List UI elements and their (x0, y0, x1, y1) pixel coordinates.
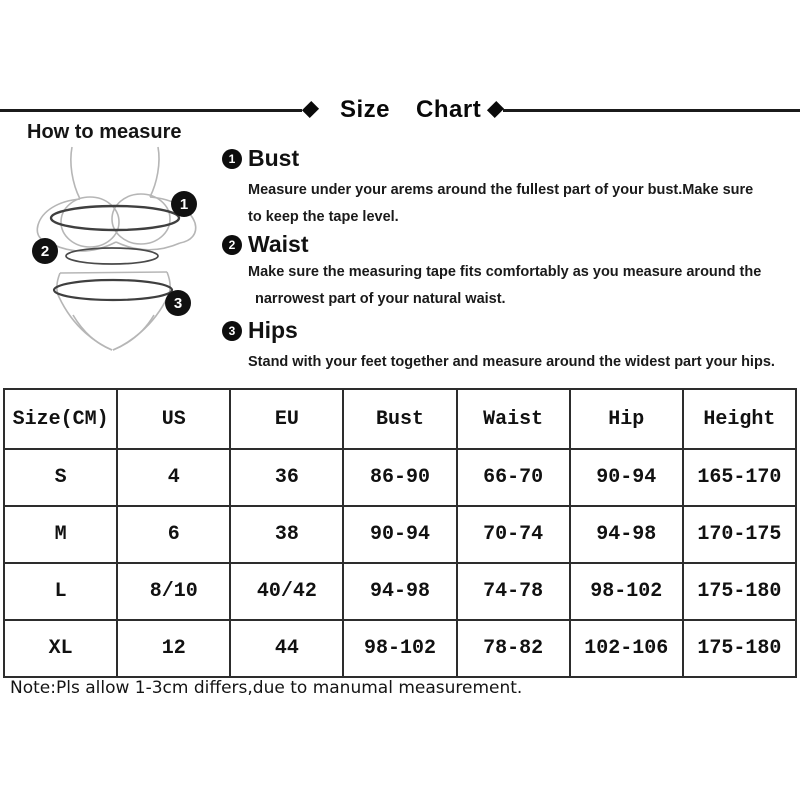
section-waist (222, 231, 787, 313)
section-bust-text (222, 177, 787, 231)
table-row (4, 506, 796, 563)
table-cell: 175-180 (683, 620, 796, 677)
table-cell: XL (4, 620, 117, 677)
page-title (340, 96, 481, 124)
illustration-badge-1: 1 (179, 196, 189, 213)
table-header-cell: Waist (457, 389, 570, 449)
table-cell: 12 (117, 620, 230, 677)
page-title-word2: Chart (416, 96, 482, 123)
section-bust-header (222, 145, 787, 172)
hip-tape-line (54, 280, 172, 300)
table-cell: 170-175 (683, 506, 796, 563)
diamond-icon (302, 101, 319, 118)
title-rule-right (503, 109, 800, 112)
table-cell: 102-106 (570, 620, 683, 677)
table-cell: 74-78 (457, 563, 570, 620)
table-header-cell: Height (683, 389, 796, 449)
table-row (4, 563, 796, 620)
section-waist-title: Waist (248, 231, 309, 257)
number-badge-icon: 2 (222, 235, 242, 255)
section-waist-line1: Make sure the measuring tape fits comfortably as you measure around the (248, 264, 762, 280)
table-header-cell: Hip (570, 389, 683, 449)
section-hips-line1: Stand with your feet together and measure around the widest part your hips. (248, 354, 775, 370)
table-cell: 90-94 (343, 506, 456, 563)
bikini-top-outline (37, 147, 195, 251)
table-cell: 175-180 (683, 563, 796, 620)
section-waist-text (222, 259, 787, 313)
table-header-cell: US (117, 389, 230, 449)
table-cell: M (4, 506, 117, 563)
table-cell: 66-70 (457, 449, 570, 506)
table-cell: 70-74 (457, 506, 570, 563)
table-header-cell: Size(CM) (4, 389, 117, 449)
table-cell: 44 (230, 620, 343, 677)
title-rule-left (0, 109, 302, 112)
table-cell: 98-102 (570, 563, 683, 620)
section-bust-line1: Measure under your arems around the fullest part of your bust.Make sure (248, 182, 754, 198)
size-table-body (4, 389, 796, 677)
number-badge-icon: 3 (222, 321, 242, 341)
table-header-row (4, 389, 796, 449)
number-badge-icon: 1 (222, 149, 242, 169)
table-cell: 94-98 (570, 506, 683, 563)
table-row (4, 620, 796, 677)
table-header-cell: Bust (343, 389, 456, 449)
table-cell: 165-170 (683, 449, 796, 506)
section-hips-header (222, 317, 787, 344)
table-cell: 8/10 (117, 563, 230, 620)
section-hips-title: Hips (248, 317, 298, 343)
measurement-note: Note:Pls allow 1-3cm differs,due to manumal measurement. (10, 678, 523, 698)
section-waist-line2: narrowest part of your natural waist. (255, 291, 506, 307)
table-cell: 36 (230, 449, 343, 506)
table-cell: S (4, 449, 117, 506)
size-table (3, 388, 797, 678)
page-title-word1: Size (340, 96, 391, 123)
table-cell: 86-90 (343, 449, 456, 506)
table-header-cell: EU (230, 389, 343, 449)
section-waist-header (222, 231, 787, 258)
table-cell: 4 (117, 449, 230, 506)
table-cell: 38 (230, 506, 343, 563)
illustration-badge-2: 2 (40, 243, 50, 260)
section-hips-text (222, 349, 787, 376)
table-cell: 94-98 (343, 563, 456, 620)
table-cell: 98-102 (343, 620, 456, 677)
table-cell: 6 (117, 506, 230, 563)
section-bust-line2: to keep the tape level. (248, 209, 399, 225)
section-bust (222, 145, 787, 231)
bikini-measurement-illustration (28, 143, 218, 355)
section-hips (222, 317, 787, 376)
table-cell: 90-94 (570, 449, 683, 506)
table-cell: 78-82 (457, 620, 570, 677)
table-row (4, 449, 796, 506)
table-cell: 40/42 (230, 563, 343, 620)
how-to-measure-heading: How to measure (27, 121, 182, 143)
waist-tape-line (66, 248, 158, 264)
table-cell: L (4, 563, 117, 620)
illustration-badge-3: 3 (173, 295, 183, 312)
section-bust-title: Bust (248, 145, 300, 171)
diamond-icon (487, 101, 504, 118)
